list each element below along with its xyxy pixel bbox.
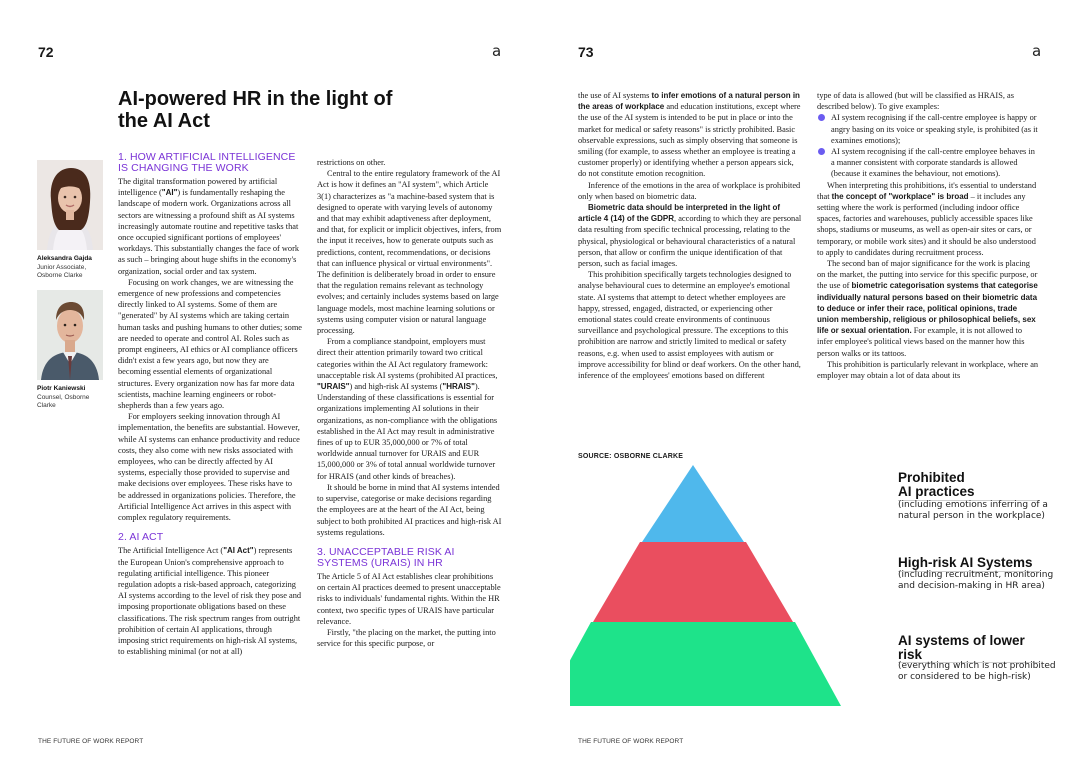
pyramid-tier-lower-risk	[570, 622, 841, 706]
tier-title-lower-risk: AI systems of lower risk	[898, 633, 1025, 662]
list-item: AI system recognising if the call-centre employee behaves in a manner consistent with corporate standards is allowed (because it examines the behaviour, not emotions).	[817, 146, 1039, 180]
paragraph: From a compliance standpoint, employers must direct their attention primarily toward two critical categories within the AI Act regulatory framework: unacceptable risk AI systems (prohibited AI practices, "URAIS") and high-risk AI systems ("HRAIS"). Understanding of these classifications is essential for organizations implementing AI solutions in their organizations, as non-compliance with the obligations established in the AI Act may result in administrative fines of up to EUR 35,000,000 or 7% of total worldwide annual turnover for URAIS and EUR 15,000,000 or 3% of total annual worldwide turnover for HRAIS (and other kinds of breaches).	[317, 337, 498, 481]
article-title: AI-powered HR in the light of the AI Act	[118, 88, 393, 132]
tier-title-high-risk: High-risk AI Systems	[898, 555, 1033, 570]
tier-desc-prohibited: (including emotions inferring of a natural person in the workplace)	[898, 500, 1048, 521]
paragraph: This prohibition is particularly relevant in workplace, where an employer may obtain a lot of data about its	[817, 359, 1039, 381]
page-footer: THE FUTURE OF WORK REPORT	[578, 738, 684, 745]
section-heading-1: 1. HOW ARTIFICIAL INTELLIGENCE IS CHANGING THE WORK	[118, 151, 296, 174]
author-caption-aleksandra	[37, 255, 107, 281]
page-footer: THE FUTURE OF WORK REPORT	[38, 738, 144, 745]
paragraph: The digital transformation powered by artificial intelligence ("AI") is fundamentally reshaping the landscape of modern work. Organizations across all sectors are witnessing a profound shift as AI systems increasingly automate routine and repetitive tasks that once occupied significant portions of employees' workdays. This substantially changes the face of work as such – bringing about huge shifts in the economy's organization, social order and tax system.	[118, 177, 300, 276]
page-number: 72	[38, 44, 54, 60]
left-column-2	[317, 157, 502, 649]
paragraph: When interpreting this prohibitions, it's essential to understand that the concept of "workplace" is broad – it includes any setting where the work is performed (including indoor office spaces, factories and warehouses, publicly accessible spaces like shops, stadiums or museums, as well as open-air sites or cars, or temporary, or mobile work sites) and it should be also understood to apply to candidates during recruitment process.	[817, 180, 1037, 257]
paragraph: Biometric data should be interpreted in the light of article 4 (14) of the GDPR, according to which they are personal data resulting from specific technical processing, relating to the physical, physiological or behavioural characteristics of a natural person, that allow or confirm the unique identification of that person, such as facial images.	[578, 203, 802, 269]
paragraph: the use of AI systems to infer emotions of a natural person in the areas of workplace and education institutions, except where the use of the AI system is intended to be put in place or into the market for medical or safety reasons" is strictly prohibited. Basic observable expressions, such as simply observing that someone is smiling (for example, to assess whether an employee is treating a customer properly) or identifying whether a person appears sick, do not constitute emotion recognition.	[578, 91, 801, 179]
author-name: Piotr Kaniewski	[37, 385, 86, 392]
paragraph: type of data is allowed (but will be classified as HRAIS, as described below). To give examples:	[817, 91, 1014, 112]
right-column-1	[578, 90, 803, 381]
author-role: Counsel, Osborne	[37, 393, 90, 401]
report-logo: a	[492, 42, 502, 60]
example-list	[817, 112, 1039, 179]
figure-source: SOURCE: OSBORNE CLARKE	[578, 453, 684, 460]
paragraph: The Article 5 of AI Act establishes clear prohibitions on certain AI practices deemed to present unacceptable risks to individuals' fundamental rights. Within the HR context, two specific types of URAIS have particular relevance.	[317, 571, 501, 626]
right-page	[540, 0, 1080, 764]
section-heading-3: 3. UNACCEPTABLE RISK AI SYSTEMS (URAIS) IN HR	[317, 545, 455, 569]
left-column-1	[118, 152, 302, 657]
list-item: AI system recognising if the call-centre employee is happy or angry basing on its voice or speaking style, is prohibited (as it examines emotions);	[817, 112, 1039, 146]
tier-desc-high-risk: (including recruitment, monitoring and decision-making in HR area)	[898, 570, 1054, 591]
paragraph: The Artificial Intelligence Act ("AI Act") represents the European Union's comprehensive approach to regulating artificial intelligence. This pioneer regulation adopts a risk-based approach, categorizing AI systems according to the level of risk they pose and imposing proportionate obligations based on these classifications. The risk spectrum ranges from outright prohibition of certain AI applications, through imposing strict requirements on high-risk AI systems, to establishing minimal (or not at all)	[118, 546, 302, 657]
report-logo: a	[1032, 42, 1042, 60]
author-company: Osborne Clarke	[37, 272, 83, 279]
pyramid-tier-high-risk	[593, 542, 793, 622]
pyramid-tier-prohibited	[642, 465, 744, 542]
tier-title-prohibited: Prohibited AI practices	[898, 470, 975, 499]
paragraph: It should be borne in mind that AI systems intended to supervise, categorise or make decisions regarding the employees are at the heart of the AI Act, being subject to both prohibited AI practices and high-risk AI systems regulations.	[317, 482, 502, 537]
paragraph: Central to the entire regulatory framework of the AI Act is how it defines an "AI system", which Article 3(1) characterizes as "a machine-based system that is designed to operate with varying levels of autonomy and that may exhibit adaptiveness after deployment, and that, for explicit or implicit objectives, infers, from the input it receives, how to generate outputs such as predictions, content, recommendations, or decisions that can influence physical or virtual environments". The definition is deliberately broad in order to ensure that the regulation remains relevant as technology evolves; and certainly includes systems based on large language models, most machine learning solutions or systems using computer vision or natural language processing.	[317, 169, 502, 336]
author-company: Clarke	[37, 402, 56, 409]
paragraph: Inference of the emotions in the area of workplace is prohibited only when based on biometric data.	[578, 180, 801, 201]
author-photo-aleksandra	[37, 160, 103, 250]
author-caption-piotr	[37, 385, 107, 411]
paragraph: The second ban of major significance for the work is placing on the market, the putting into service for this specific purpose, or the use of biometric categorisation systems that categorise individually natural persons based on their biometric data to deduce or infer their race, political opinions, trade union membership, religious or philosophical beliefs, sex life or sexual orientation. For example, it is not allowed to infer employee's political views based on the manner how this person walks or its tattoos.	[817, 259, 1038, 358]
tier-desc-lower-risk: (everything which is not prohibited or considered to be high-risk)	[898, 661, 1056, 682]
right-column-2	[817, 90, 1039, 381]
author-role: Junior Associate,	[37, 263, 87, 271]
paragraph: restrictions on other.	[317, 158, 386, 167]
author-name: Aleksandra Gajda	[37, 255, 92, 262]
paragraph: For employers seeking innovation through AI implementation, the benefits are substantial. However, while AI systems can enhance productivity and reduce costs, they also come with new risks associated with employees, who can be directly affected by AI systems, especially those provided to supervise and make decisions over employees. These risks have to be addressed in organizations policies. Therefore, the Artificial Intelligence Act arrives in this aspect with complex regulatory requirements.	[118, 412, 300, 523]
paragraph: Focusing on work changes, we are witnessing the emergence of new professions and competencies directly linked to AI systems. Some of them are "generated" by AI systems which are taking certain human tasks and pushing humans to other duties; some are needed to operate and control AI. Roles such as prompt engineers, AI ethics or AI compliance officers didn't exist a few years ago, but now they are becoming essential elements of organizational structures. Every organization now has far more data scientists, machine learning engineers or robot-shepherds than a few years ago.	[118, 277, 303, 411]
page-number: 73	[578, 44, 594, 60]
risk-pyramid	[570, 460, 870, 730]
section-heading-2: 2. AI ACT	[118, 531, 164, 544]
author-photo-piotr	[37, 290, 103, 380]
bullet-icon	[818, 114, 825, 121]
paragraph: Firstly, "the placing on the market, the putting into service for this specific purpose, or	[317, 627, 496, 649]
paragraph: This prohibition specifically targets technologies designed to analyse behavioural cues to determine an employee's emotional state. AI systems that attempt to detect whether employees are happy, stressed, engaged, distracted, or experiencing other emotional states could create environments of continuous surveillance and psychological pressure. The exceptions to this prohibition are narrow and strictly limited to medical or safety reasons, e.g. when used to assist employees with autism or improve accessibility for blind or deaf workers. On the other hand, inference of the employees' emotions based on different	[578, 270, 801, 381]
bullet-icon	[818, 148, 825, 155]
